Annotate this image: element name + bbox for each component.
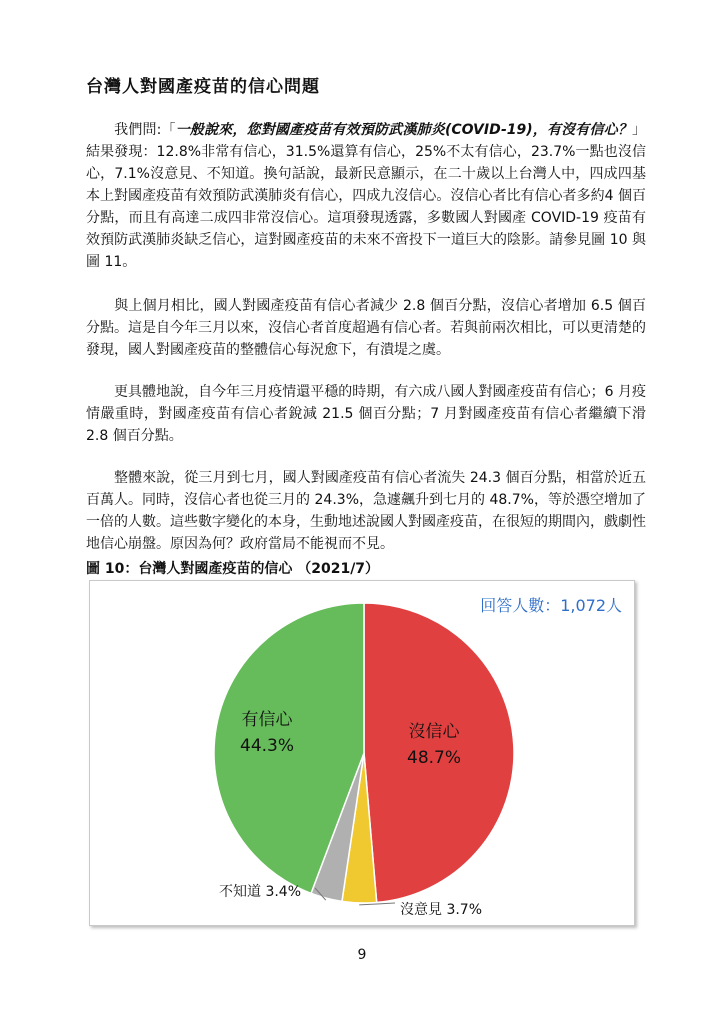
respondent-count: 回答人數：1,072人 — [480, 596, 622, 615]
slice-label-confident — [240, 707, 294, 759]
label-no-opinion: 沒意見 3.7% — [400, 902, 483, 918]
page-number: 9 — [357, 947, 367, 963]
paragraph-2-text: 與上個月相比，國人對國產疫苗有信心者減少 2.8 個百分點，沒信心者增加 6.5 個百分點。這是自今年三月以來，沒信心者首度超過有信心者。若與前兩次相比，可以更清楚的發現，國人對國產疫苗的整體信心每況愈下，有潰堤之虞。 — [86, 298, 646, 358]
page-title: 台灣人對國產疫苗的信心問題 — [86, 77, 320, 97]
paragraph-1 — [86, 119, 646, 273]
slice-label-not-confident — [407, 719, 461, 771]
survey-question: 一般說來，您對國產疫苗有效預防武漢肺炎(COVID-19)，有沒有信心？ — [175, 122, 632, 138]
paragraph-2 — [86, 295, 646, 361]
slice-value-confident: 44.3% — [240, 736, 295, 756]
slice-name-confident: 有信心 — [241, 710, 293, 730]
slice-value-not-confident: 48.7% — [407, 748, 462, 768]
paragraph-1-body: 」結果發現：12.8%非常有信心，31.5%還算有信心，25%不太有信心，23.7%一點也沒信心，7.1%沒意見、不知道。換句話說，最新民意顯示，在二十歲以上台灣人中，四成四基本上對國產疫苗有效預防武漢肺炎有信心，四成九沒信心。沒信心者比有信心者多約4 個百分點，而且有高達二成四非常沒信心。這項發現透露，多數國人對國產 COVID-19 疫苗有效預防武漢肺炎缺乏信心，這對國產疫苗的未來不啻投下一道巨大的陰影。請參見圖 10 與圖 11。 — [86, 122, 646, 270]
pie-chart-panel — [89, 580, 635, 926]
paragraph-4 — [86, 467, 646, 555]
figure-caption: 圖 10：台灣人對國產疫苗的信心 （2021/7） — [86, 561, 380, 577]
paragraph-4-text: 整體來說，從三月到七月，國人對國產疫苗有信心者流失 24.3 個百分點，相當於近五百萬人。同時，沒信心者也從三月的 24.3%，急遽飆升到七月的 48.7%，等於憑空增加了一倍的人數。這些數字變化的本身，生動地述說國人對國產疫苗，在很短的期間內，戲劇性地信心崩盤。原因為何？政府當局不能視而不見。 — [86, 470, 646, 552]
slice-name-not-confident: 沒信心 — [408, 722, 460, 742]
paragraph-3 — [86, 381, 646, 447]
pie-chart — [90, 581, 634, 925]
paragraph-3-text: 更具體地說，自今年三月疫情還平穩的時期，有六成八國人對國產疫苗有信心；6 月疫情嚴重時，對國產疫苗有信心者銳減 21.5 個百分點；7 月對國產疫苗有信心者繼續下滑 2.8 個百分點。 — [86, 384, 646, 444]
paragraph-1-intro: 我們問:「 — [114, 122, 176, 138]
label-dont-know: 不知道 3.4% — [219, 884, 302, 900]
